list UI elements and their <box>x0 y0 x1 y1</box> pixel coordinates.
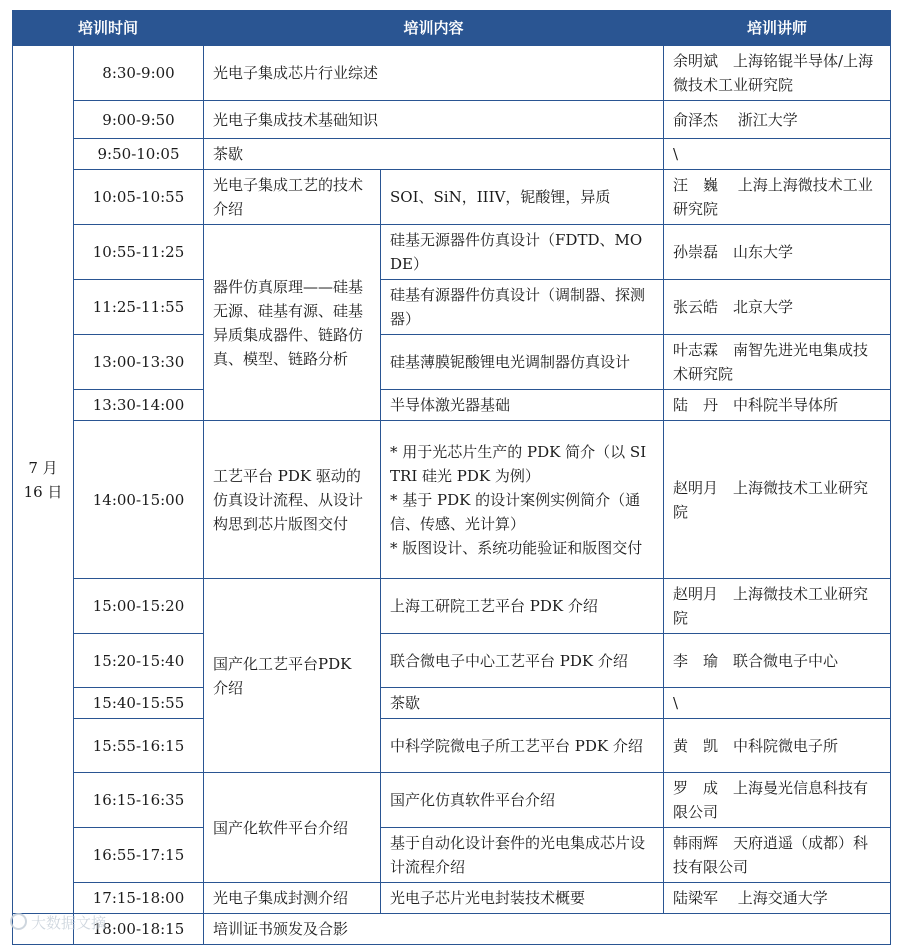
time-cell: 9:50-10:05 <box>74 139 204 170</box>
detail-cell: 硅基无源器件仿真设计（FDTD、MODE） <box>381 225 664 280</box>
watermark-text: 大数据文摘 <box>31 914 107 932</box>
group-software-cell: 国产化软件平台介绍 <box>204 773 381 883</box>
lecturer-cell: 赵明月 上海微技术工业研究院 <box>664 421 891 579</box>
detail-cell: 半导体激光器基础 <box>381 390 664 421</box>
list-item: * 版图设计、系统功能验证和版图交付 <box>390 538 643 557</box>
topic-cell: 光电子集成芯片行业综述 <box>204 46 664 101</box>
table-row <box>13 773 891 828</box>
time-cell: 15:00-15:20 <box>74 579 204 634</box>
topic-cell: 光电子集成技术基础知识 <box>204 101 664 139</box>
time-cell: 11:25-11:55 <box>74 280 204 335</box>
header-lecturer: 培训讲师 <box>664 11 891 46</box>
table-row <box>13 170 891 225</box>
watermark-logo-icon <box>10 913 27 930</box>
group-sim-cell: 器件仿真原理——硅基无源、硅基有源、硅基异质集成器件、链路仿真、模型、链路分析 <box>204 225 381 421</box>
detail-cell: 中科学院微电子所工艺平台 PDK 介绍 <box>381 719 664 773</box>
table-row <box>13 280 891 335</box>
detail-cell: 茶歇 <box>381 688 664 719</box>
lecturer-cell: 余明斌 上海铭锟半导体/上海微技术工业研究院 <box>664 46 891 101</box>
table-row <box>13 46 891 101</box>
header-content: 培训内容 <box>204 11 664 46</box>
time-cell: 16:15-16:35 <box>74 773 204 828</box>
lecturer-cell: 孙崇磊 山东大学 <box>664 225 891 280</box>
pdk-flow-list <box>381 421 664 579</box>
topic-cell: 光电子集成工艺的技术介绍 <box>204 170 381 225</box>
group-pdk-cell: 国产化工艺平台PDK 介绍 <box>204 579 381 773</box>
table-row <box>13 390 891 421</box>
lecturer-cell: \ <box>664 688 891 719</box>
table-row <box>13 335 891 390</box>
time-cell: 15:40-15:55 <box>74 688 204 719</box>
time-cell: 15:55-16:15 <box>74 719 204 773</box>
lecturer-cell: 叶志霖 南智先进光电集成技术研究院 <box>664 335 891 390</box>
topic-cell: 茶歇 <box>204 139 664 170</box>
time-cell: 13:30-14:00 <box>74 390 204 421</box>
detail-cell: 基于自动化设计套件的光电集成芯片设计流程介绍 <box>381 828 664 883</box>
table-row <box>13 634 891 688</box>
table-row <box>13 421 891 579</box>
header-time: 培训时间 <box>13 11 204 46</box>
training-schedule-table <box>12 10 891 945</box>
table-row <box>13 139 891 170</box>
time-cell: 18:00-18:15 <box>74 914 204 945</box>
lecturer-cell: 韩雨辉 天府逍遥（成都）科技有限公司 <box>664 828 891 883</box>
table-header-row <box>13 11 891 46</box>
table-row <box>13 225 891 280</box>
table-row <box>13 828 891 883</box>
detail-cell: 光电子芯片光电封装技术概要 <box>381 883 664 914</box>
detail-cell: SOI、SiN，IIIV，铌酸锂，异质 <box>381 170 664 225</box>
time-cell: 15:20-15:40 <box>74 634 204 688</box>
topic-cell: 培训证书颁发及合影 <box>204 914 891 945</box>
time-cell: 8:30-9:00 <box>74 46 204 101</box>
time-cell: 10:05-10:55 <box>74 170 204 225</box>
list-item: * 用于光芯片生产的 PDK 简介（以 SITRI 硅光 PDK 为例） <box>390 442 647 485</box>
detail-cell: 硅基薄膜铌酸锂电光调制器仿真设计 <box>381 335 664 390</box>
date-day: 16 日 <box>23 482 63 501</box>
date-cell <box>13 46 74 914</box>
lecturer-cell: 罗 成 上海曼光信息科技有限公司 <box>664 773 891 828</box>
lecturer-cell: 陆梁军 上海交通大学 <box>664 883 891 914</box>
time-cell: 13:00-13:30 <box>74 335 204 390</box>
time-cell: 17:15-18:00 <box>74 883 204 914</box>
lecturer-cell: 李 瑜 联合微电子中心 <box>664 634 891 688</box>
detail-cell: 上海工研院工艺平台 PDK 介绍 <box>381 579 664 634</box>
time-cell: 9:00-9:50 <box>74 101 204 139</box>
topic-cell: 工艺平台 PDK 驱动的仿真设计流程、从设计构思到芯片版图交付 <box>204 421 381 579</box>
detail-cell: 硅基有源器件仿真设计（调制器、探测器） <box>381 280 664 335</box>
detail-cell: 国产化仿真软件平台介绍 <box>381 773 664 828</box>
lecturer-cell: 汪 巍 上海上海微技术工业研究院 <box>664 170 891 225</box>
table-row <box>13 719 891 773</box>
lecturer-cell: \ <box>664 139 891 170</box>
table-row <box>13 883 891 914</box>
lecturer-cell: 赵明月 上海微技术工业研究院 <box>664 579 891 634</box>
lecturer-cell: 黄 凯 中科院微电子所 <box>664 719 891 773</box>
time-cell: 10:55-11:25 <box>74 225 204 280</box>
lecturer-cell: 陆 丹 中科院半导体所 <box>664 390 891 421</box>
table-row <box>13 914 891 945</box>
lecturer-cell: 张云皓 北京大学 <box>664 280 891 335</box>
lecturer-cell: 俞泽杰 浙江大学 <box>664 101 891 139</box>
table-row <box>13 579 891 634</box>
detail-cell: 联合微电子中心工艺平台 PDK 介绍 <box>381 634 664 688</box>
time-cell: 14:00-15:00 <box>74 421 204 579</box>
date-month: 7 月 <box>28 458 58 477</box>
watermark <box>10 912 106 933</box>
table-row <box>13 688 891 719</box>
time-cell: 16:55-17:15 <box>74 828 204 883</box>
list-item: * 基于 PDK 的设计案例实例简介（通信、传感、光计算） <box>390 490 641 533</box>
topic-cell: 光电子集成封测介绍 <box>204 883 381 914</box>
table-row <box>13 101 891 139</box>
